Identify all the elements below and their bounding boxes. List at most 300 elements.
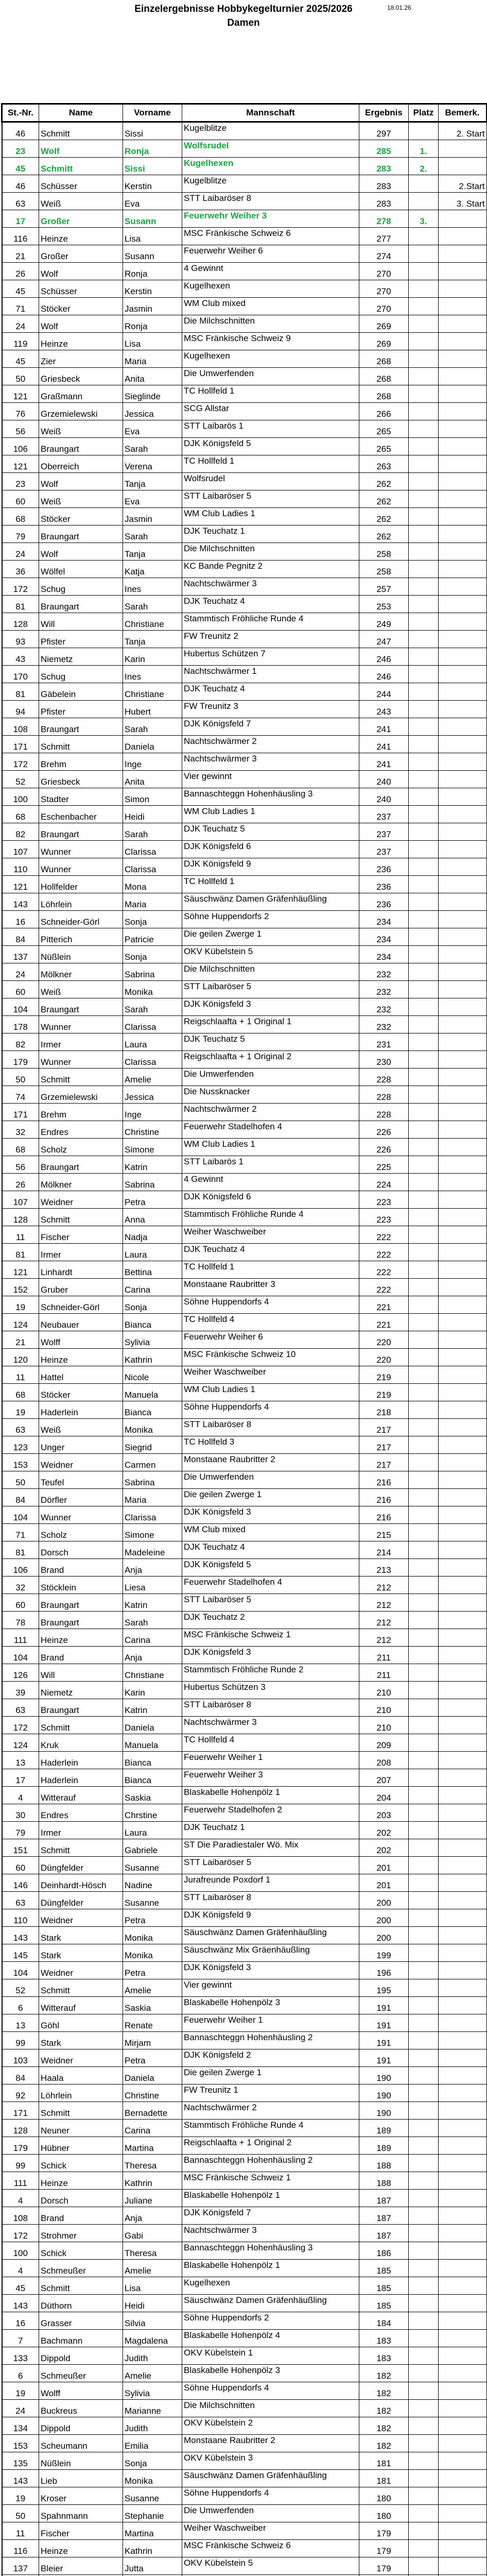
cell-result: 212 — [359, 1577, 409, 1594]
cell-place — [409, 368, 439, 385]
cell-remark — [439, 1874, 487, 1892]
cell-start-number: 84 — [2, 2067, 39, 2084]
cell-remark — [439, 1769, 487, 1787]
cell-result: 214 — [359, 1541, 409, 1559]
cell-result: 188 — [359, 2172, 409, 2190]
cell-first-name: Monika — [123, 2470, 182, 2487]
cell-remark — [439, 928, 487, 946]
cell-result: 179 — [359, 2557, 409, 2575]
cell-remark — [439, 1331, 487, 1349]
cell-last-name: Brand — [39, 1647, 123, 1664]
cell-last-name: Oberreich — [39, 455, 123, 473]
cell-remark — [439, 2084, 487, 2102]
cell-last-name: Braungart — [39, 998, 123, 1016]
cell-result: 225 — [359, 1156, 409, 1174]
cell-team: STT Laibaröser 5 — [182, 1594, 359, 1612]
cell-last-name: Schmitt — [39, 2277, 123, 2295]
cell-result: 179 — [359, 2540, 409, 2557]
cell-place — [409, 666, 439, 683]
cell-first-name: Lisa — [123, 333, 182, 350]
cell-last-name: Heinze — [39, 1629, 123, 1647]
cell-start-number: 171 — [2, 736, 39, 753]
cell-team: Kugelhexen — [182, 158, 359, 175]
cell-first-name: Mona — [123, 876, 182, 893]
cell-last-name: Braungart — [39, 718, 123, 736]
cell-result: 269 — [359, 333, 409, 350]
cell-remark — [439, 2014, 487, 2032]
table-row — [2, 1174, 487, 1191]
cell-remark — [439, 736, 487, 753]
cell-first-name: Laura — [123, 1033, 182, 1051]
cell-result: 180 — [359, 2505, 409, 2522]
cell-result: 265 — [359, 420, 409, 438]
cell-result: 212 — [359, 1629, 409, 1647]
cell-start-number: 23 — [2, 140, 39, 158]
cell-remark — [439, 1471, 487, 1489]
cell-start-number: 45 — [2, 350, 39, 368]
cell-place — [409, 2225, 439, 2242]
cell-result: 220 — [359, 1349, 409, 1366]
cell-place — [409, 420, 439, 438]
table-row — [2, 245, 487, 263]
cell-start-number: 45 — [2, 2277, 39, 2295]
cell-place — [409, 1927, 439, 1944]
cell-place — [409, 701, 439, 718]
cell-start-number: 79 — [2, 1822, 39, 1839]
cell-start-number: 93 — [2, 631, 39, 648]
cell-result: 270 — [359, 280, 409, 298]
cell-start-number: 99 — [2, 2032, 39, 2049]
cell-start-number: 111 — [2, 2172, 39, 2190]
cell-place — [409, 1734, 439, 1752]
cell-place — [409, 2487, 439, 2505]
table-row — [2, 2365, 487, 2382]
cell-place — [409, 928, 439, 946]
cell-remark — [439, 1033, 487, 1051]
cell-first-name: Amelie — [123, 1069, 182, 1086]
cell-place — [409, 1104, 439, 1121]
table-row — [2, 122, 487, 140]
cell-last-name: Braungart — [39, 1594, 123, 1612]
cell-team: Blaskabelle Hohenpölz 3 — [182, 2365, 359, 2382]
cell-first-name: Simone — [123, 1524, 182, 1541]
cell-first-name: Sarah — [123, 718, 182, 736]
cell-start-number: 108 — [2, 2207, 39, 2225]
cell-start-number: 63 — [2, 1699, 39, 1717]
cell-place — [409, 228, 439, 245]
table-row — [2, 2067, 487, 2084]
cell-start-number: 32 — [2, 1577, 39, 1594]
cell-team: Söhne Huppendorfs 4 — [182, 1296, 359, 1314]
cell-last-name: Strohmer — [39, 2225, 123, 2242]
cell-place — [409, 2049, 439, 2067]
cell-last-name: Linhardt — [39, 1261, 123, 1279]
cell-team: OKV Kübelstein 5 — [182, 946, 359, 963]
cell-result: 268 — [359, 368, 409, 385]
cell-team: Nachtschwärmer 2 — [182, 736, 359, 753]
cell-last-name: Kruk — [39, 1734, 123, 1752]
cell-result: 223 — [359, 1191, 409, 1209]
cell-last-name: Heinze — [39, 228, 123, 245]
cell-start-number: 100 — [2, 788, 39, 806]
cell-result: 190 — [359, 2102, 409, 2120]
table-row — [2, 1279, 487, 1296]
cell-team: Reigschlaafta + 1 Original 2 — [182, 1051, 359, 1069]
cell-remark — [439, 1401, 487, 1419]
table-row — [2, 2260, 487, 2277]
cell-first-name: Gabriele — [123, 1839, 182, 1857]
cell-start-number: 19 — [2, 2382, 39, 2400]
page-header — [0, 0, 487, 103]
cell-remark — [439, 1909, 487, 1927]
cell-first-name: Sonja — [123, 2452, 182, 2470]
table-row — [2, 1524, 487, 1541]
cell-start-number: 172 — [2, 1717, 39, 1734]
cell-place — [409, 2190, 439, 2207]
cell-last-name: Schüsser — [39, 280, 123, 298]
cell-place — [409, 1664, 439, 1682]
cell-result: 278 — [359, 210, 409, 228]
cell-place — [409, 175, 439, 193]
cell-remark — [439, 911, 487, 928]
cell-start-number: 179 — [2, 1051, 39, 1069]
cell-result: 187 — [359, 2190, 409, 2207]
cell-team: Feuerwehr Weiher 6 — [182, 1331, 359, 1349]
table-row — [2, 981, 487, 998]
cell-last-name: Zier — [39, 350, 123, 368]
cell-start-number: 120 — [2, 1349, 39, 1366]
cell-result: 228 — [359, 1069, 409, 1086]
cell-first-name: Sabrina — [123, 1471, 182, 1489]
cell-result: 201 — [359, 1874, 409, 1892]
cell-remark — [439, 420, 487, 438]
cell-remark — [439, 1541, 487, 1559]
cell-remark — [439, 1944, 487, 1962]
cell-team: WM Club mixed — [182, 1524, 359, 1541]
cell-first-name: Sarah — [123, 438, 182, 455]
cell-first-name: Katja — [123, 561, 182, 578]
cell-remark — [439, 2487, 487, 2505]
cell-first-name: Sonja — [123, 911, 182, 928]
cell-remark — [439, 1699, 487, 1717]
cell-start-number: 26 — [2, 263, 39, 280]
cell-result: 182 — [359, 2365, 409, 2382]
table-row — [2, 876, 487, 893]
cell-place — [409, 736, 439, 753]
cell-first-name: Jessica — [123, 1086, 182, 1104]
cell-team: Söhne Huppendorfs 4 — [182, 2382, 359, 2400]
cell-last-name: Haderlein — [39, 1769, 123, 1787]
cell-first-name: Anja — [123, 1559, 182, 1577]
table-row — [2, 2190, 487, 2207]
cell-last-name: Niemetz — [39, 648, 123, 666]
cell-team: FW Treunitz 1 — [182, 2084, 359, 2102]
table-row — [2, 858, 487, 876]
cell-place — [409, 1156, 439, 1174]
cell-remark — [439, 140, 487, 158]
cell-place — [409, 1419, 439, 1436]
cell-last-name: Niemetz — [39, 1682, 123, 1699]
cell-team: MSC Fränkische Schweiz 1 — [182, 1629, 359, 1647]
cell-remark — [439, 981, 487, 998]
cell-first-name: Martina — [123, 2522, 182, 2540]
cell-first-name: Clarissa — [123, 1506, 182, 1524]
table-row — [2, 438, 487, 455]
cell-remark — [439, 1647, 487, 1664]
cell-start-number: 4 — [2, 2190, 39, 2207]
cell-first-name: Sabrina — [123, 963, 182, 981]
cell-result: 182 — [359, 2382, 409, 2400]
cell-result: 258 — [359, 543, 409, 561]
table-row — [2, 193, 487, 210]
cell-team: Hubertus Schützen 3 — [182, 1682, 359, 1699]
cell-first-name: Siegrid — [123, 1436, 182, 1454]
table-row — [2, 946, 487, 963]
cell-result: 201 — [359, 1857, 409, 1874]
cell-remark — [439, 1892, 487, 1909]
cell-result: 210 — [359, 1717, 409, 1734]
cell-place — [409, 385, 439, 403]
col-header-start-number: St.-Nr. — [2, 104, 39, 122]
cell-result: 217 — [359, 1436, 409, 1454]
cell-start-number: 84 — [2, 928, 39, 946]
cell-result: 258 — [359, 561, 409, 578]
cell-first-name: Kathrin — [123, 1349, 182, 1366]
table-row — [2, 1401, 487, 1419]
cell-place — [409, 263, 439, 280]
cell-place — [409, 2260, 439, 2277]
cell-last-name: Schmitt — [39, 2102, 123, 2120]
col-header-place: Platz — [409, 104, 439, 122]
cell-result: 219 — [359, 1384, 409, 1401]
cell-remark — [439, 1244, 487, 1261]
cell-last-name: Haala — [39, 2067, 123, 2084]
cell-remark — [439, 438, 487, 455]
table-row — [2, 2540, 487, 2557]
cell-last-name: Schick — [39, 2155, 123, 2172]
cell-remark — [439, 2365, 487, 2382]
cell-result: 270 — [359, 263, 409, 280]
cell-place — [409, 2522, 439, 2540]
cell-last-name: Stöcker — [39, 298, 123, 315]
cell-start-number: 124 — [2, 1734, 39, 1752]
cell-team: STT Laibaröser 5 — [182, 490, 359, 508]
cell-first-name: Inge — [123, 1104, 182, 1121]
cell-remark — [439, 1822, 487, 1839]
cell-team: Säuschwänz Damen Gräfenhäußling — [182, 2295, 359, 2312]
table-row — [2, 368, 487, 385]
cell-remark — [439, 1927, 487, 1944]
table-row — [2, 911, 487, 928]
cell-result: 182 — [359, 2417, 409, 2435]
cell-team: Söhne Huppendorfs 2 — [182, 911, 359, 928]
cell-result: 189 — [359, 2120, 409, 2137]
cell-team: Nachtschwärmer 3 — [182, 753, 359, 771]
cell-start-number: 74 — [2, 1086, 39, 1104]
cell-team: Die Umwerfenden — [182, 368, 359, 385]
table-row — [2, 998, 487, 1016]
table-row — [2, 2120, 487, 2137]
cell-result: 277 — [359, 228, 409, 245]
cell-start-number: 106 — [2, 438, 39, 455]
cell-last-name: Stöcklein — [39, 1577, 123, 1594]
table-row — [2, 1086, 487, 1104]
cell-start-number: 128 — [2, 613, 39, 631]
cell-result: 191 — [359, 2014, 409, 2032]
cell-start-number: 172 — [2, 2225, 39, 2242]
cell-result: 257 — [359, 578, 409, 596]
cell-first-name: Theresa — [123, 2155, 182, 2172]
cell-place — [409, 981, 439, 998]
table-row — [2, 1296, 487, 1314]
table-row — [2, 1997, 487, 2014]
cell-result: 195 — [359, 1979, 409, 1997]
cell-first-name: Bernadette — [123, 2102, 182, 2120]
cell-remark — [439, 1962, 487, 1979]
cell-start-number: 81 — [2, 1244, 39, 1261]
cell-remark — [439, 1069, 487, 1086]
cell-last-name: Wolf — [39, 140, 123, 158]
cell-team: MSC Fränkische Schweiz 6 — [182, 2540, 359, 2557]
cell-place: 3. — [409, 210, 439, 228]
table-row — [2, 2400, 487, 2417]
cell-place — [409, 1261, 439, 1279]
cell-last-name: Weidner — [39, 1191, 123, 1209]
table-row — [2, 1769, 487, 1787]
table-row — [2, 1121, 487, 1139]
cell-team: Blaskabelle Hohenpölz 1 — [182, 1787, 359, 1804]
cell-start-number: 11 — [2, 2522, 39, 2540]
cell-last-name: Braungart — [39, 823, 123, 841]
cell-first-name: Liesa — [123, 1577, 182, 1594]
cell-first-name: Tanja — [123, 473, 182, 490]
cell-last-name: Braungart — [39, 438, 123, 455]
cell-start-number: 68 — [2, 1384, 39, 1401]
cell-place — [409, 2540, 439, 2557]
cell-start-number: 121 — [2, 1261, 39, 1279]
cell-start-number: 50 — [2, 1069, 39, 1086]
cell-place — [409, 2295, 439, 2312]
cell-place — [409, 2382, 439, 2400]
cell-remark — [439, 315, 487, 333]
table-row — [2, 1857, 487, 1874]
cell-result: 232 — [359, 963, 409, 981]
cell-start-number: 13 — [2, 1752, 39, 1769]
cell-first-name: Sarah — [123, 823, 182, 841]
cell-place — [409, 806, 439, 823]
table-row — [2, 1822, 487, 1839]
results-table — [1, 103, 487, 2576]
cell-first-name: Karin — [123, 1682, 182, 1699]
table-row — [2, 420, 487, 438]
cell-result: 209 — [359, 1734, 409, 1752]
cell-place — [409, 2417, 439, 2435]
cell-team: Feuerwehr Weiher 1 — [182, 1752, 359, 1769]
cell-remark — [439, 2505, 487, 2522]
cell-result: 265 — [359, 438, 409, 455]
cell-last-name: Deinhardt-Hösch — [39, 1874, 123, 1892]
cell-team: WM Club Ladies 1 — [182, 1139, 359, 1156]
cell-first-name: Sarah — [123, 526, 182, 543]
table-row — [2, 2155, 487, 2172]
cell-result: 222 — [359, 1261, 409, 1279]
table-row — [2, 2207, 487, 2225]
cell-place — [409, 1086, 439, 1104]
cell-place — [409, 1839, 439, 1857]
table-row — [2, 2172, 487, 2190]
cell-last-name: Griesbeck — [39, 368, 123, 385]
cell-start-number: 4 — [2, 2260, 39, 2277]
cell-start-number: 81 — [2, 683, 39, 701]
table-row — [2, 1471, 487, 1489]
cell-team: STT Laibaröser 8 — [182, 1892, 359, 1909]
cell-last-name: Buckreus — [39, 2400, 123, 2417]
cell-first-name: Eva — [123, 193, 182, 210]
cell-first-name: Judith — [123, 2417, 182, 2435]
cell-last-name: Irmer — [39, 1033, 123, 1051]
cell-place — [409, 1139, 439, 1156]
cell-first-name: Mirjam — [123, 2032, 182, 2049]
cell-first-name: Bettina — [123, 1261, 182, 1279]
table-row — [2, 596, 487, 613]
cell-result: 196 — [359, 1962, 409, 1979]
cell-first-name: Stephanie — [123, 2505, 182, 2522]
cell-start-number: 107 — [2, 841, 39, 858]
cell-team: TC Hollfeld 1 — [182, 1261, 359, 1279]
cell-last-name: Nüßlein — [39, 2452, 123, 2470]
cell-first-name: Marianne — [123, 2400, 182, 2417]
cell-first-name: Sabrina — [123, 1174, 182, 1191]
cell-first-name: Juliane — [123, 2190, 182, 2207]
cell-result: 226 — [359, 1121, 409, 1139]
cell-result: 186 — [359, 2242, 409, 2260]
cell-last-name: Wolf — [39, 315, 123, 333]
table-row — [2, 1366, 487, 1384]
cell-remark — [439, 1489, 487, 1506]
cell-remark — [439, 1997, 487, 2014]
cell-remark — [439, 1629, 487, 1647]
cell-result: 191 — [359, 2049, 409, 2067]
cell-place — [409, 1577, 439, 1594]
table-row — [2, 1051, 487, 1069]
table-row — [2, 2295, 487, 2312]
cell-place — [409, 2470, 439, 2487]
cell-last-name: Brand — [39, 1559, 123, 1577]
cell-first-name: Christiane — [123, 683, 182, 701]
cell-place — [409, 2032, 439, 2049]
table-row — [2, 1944, 487, 1962]
table-row — [2, 2505, 487, 2522]
cell-team: OKV Kübelstein 3 — [182, 2452, 359, 2470]
cell-place — [409, 1384, 439, 1401]
cell-result: 182 — [359, 2435, 409, 2452]
cell-last-name: Braungart — [39, 1156, 123, 1174]
cell-first-name: Petra — [123, 1909, 182, 1927]
cell-place — [409, 876, 439, 893]
cell-team: Feuerwehr Weiher 6 — [182, 245, 359, 263]
cell-remark — [439, 613, 487, 631]
col-header-remark: Bemerk. — [439, 104, 487, 122]
cell-start-number: 63 — [2, 1892, 39, 1909]
cell-result: 218 — [359, 1401, 409, 1419]
cell-team: Hubertus Schützen 7 — [182, 648, 359, 666]
table-row — [2, 578, 487, 596]
cell-last-name: Witterauf — [39, 1787, 123, 1804]
cell-result: 182 — [359, 2400, 409, 2417]
cell-remark — [439, 2120, 487, 2137]
cell-start-number: 19 — [2, 1296, 39, 1314]
cell-place — [409, 841, 439, 858]
